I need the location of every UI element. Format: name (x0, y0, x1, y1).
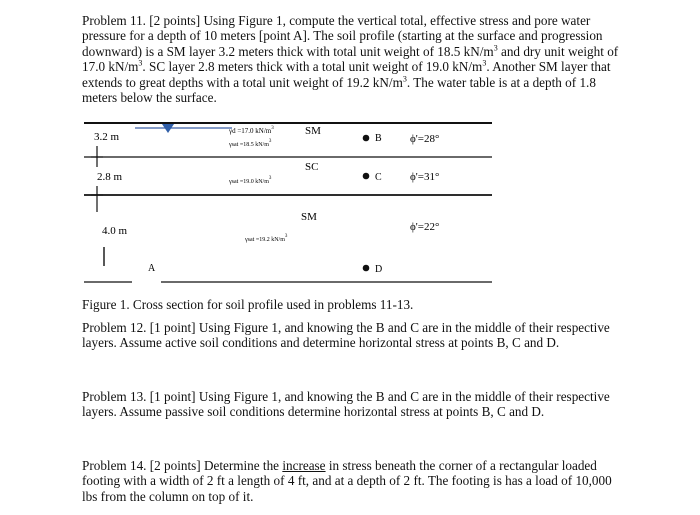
problem-11 (82, 13, 622, 105)
problem-11-text: . SC layer 2.8 meters thick with a total unit weight of 19.0 kN/m (142, 59, 483, 75)
depth-label: 4.0 m (102, 225, 128, 237)
depth-label: 2.8 m (97, 171, 123, 183)
friction-angle-label: ϕ'=31° (410, 171, 440, 183)
sat-unit-weight-label: γsat =18.5 $kN/m^3$ (229, 139, 272, 148)
figure-caption: Figure 1. Cross section for soil profile used in problems 11-13. (82, 297, 414, 312)
point-b-marker (363, 135, 370, 142)
friction-angle-label: ϕ'=28° (410, 133, 440, 145)
superscript: 3 (482, 58, 487, 68)
water-table-icon (162, 124, 174, 133)
problem-13: Problem 13. [1 point] Using Figure 1, and knowing the B and C are in the middle of their respective layers. Assume passive soil conditions determine horizontal stress at points B, C and D. (82, 389, 610, 420)
superscript: 3 (402, 74, 407, 84)
point-c-marker (363, 173, 370, 180)
superscript: 3 (138, 58, 143, 68)
problem-14 (82, 458, 622, 504)
sat-unit-weight-label: γsat =19.0 $kN/m^3$ (229, 176, 272, 185)
dry-unit-weight-label: γd =17.0 $kN/m^3$ (229, 126, 274, 135)
sat-unit-weight-label: γsat =19.2 $kN/m^3$ (245, 234, 288, 243)
problem-11-text: Problem 11. [2 points] Using Figure 1, compute the vertical total, effective stress and pore water pressure for a depth of 10 meters [point A]. The soil profile (starting at the surface and progression downward) is a SM layer 3.2 meters thick with total unit weight of 18.5 kN/m (82, 13, 603, 59)
point-a-label: A (148, 263, 156, 274)
problem-14-text: in stress beneath the corner of a rectangular loaded footing with a width of 2 ft a length of 4 ft, and at a depth of 2 ft. The footing is has a load of 10,000 lbs from the column on top of it. (82, 458, 612, 504)
friction-angle-label: ϕ'=22° (410, 221, 440, 233)
layer-name: SM (305, 125, 321, 137)
point-b-label: B (375, 133, 382, 144)
layer-name: SM (301, 211, 317, 223)
point-c-label: C (375, 172, 382, 183)
point-d-label: D (375, 264, 383, 275)
point-d-marker (363, 265, 370, 272)
underlined-word: increase (282, 458, 326, 473)
problem-11-text: . The water table is at a depth of 1.8 meters below the surface. (82, 74, 596, 106)
problem-11-text: . Another SM layer that extends to great depths with a total unit weight of 19.2 kN/m (82, 59, 611, 90)
problem-14-text: Problem 14. [2 points] Determine the (82, 458, 283, 473)
problem-12: Problem 12. [1 point] Using Figure 1, and knowing the B and C are in the middle of their respective layers. Assume active soil conditions and determine horizontal stress at points B, C and D. (82, 320, 610, 351)
depth-label: 3.2 m (94, 131, 120, 143)
layer-name: SC (305, 161, 319, 173)
problem-11-text: and dry unit weight of 17.0 kN/m (82, 43, 619, 75)
superscript: 3 (493, 43, 498, 53)
